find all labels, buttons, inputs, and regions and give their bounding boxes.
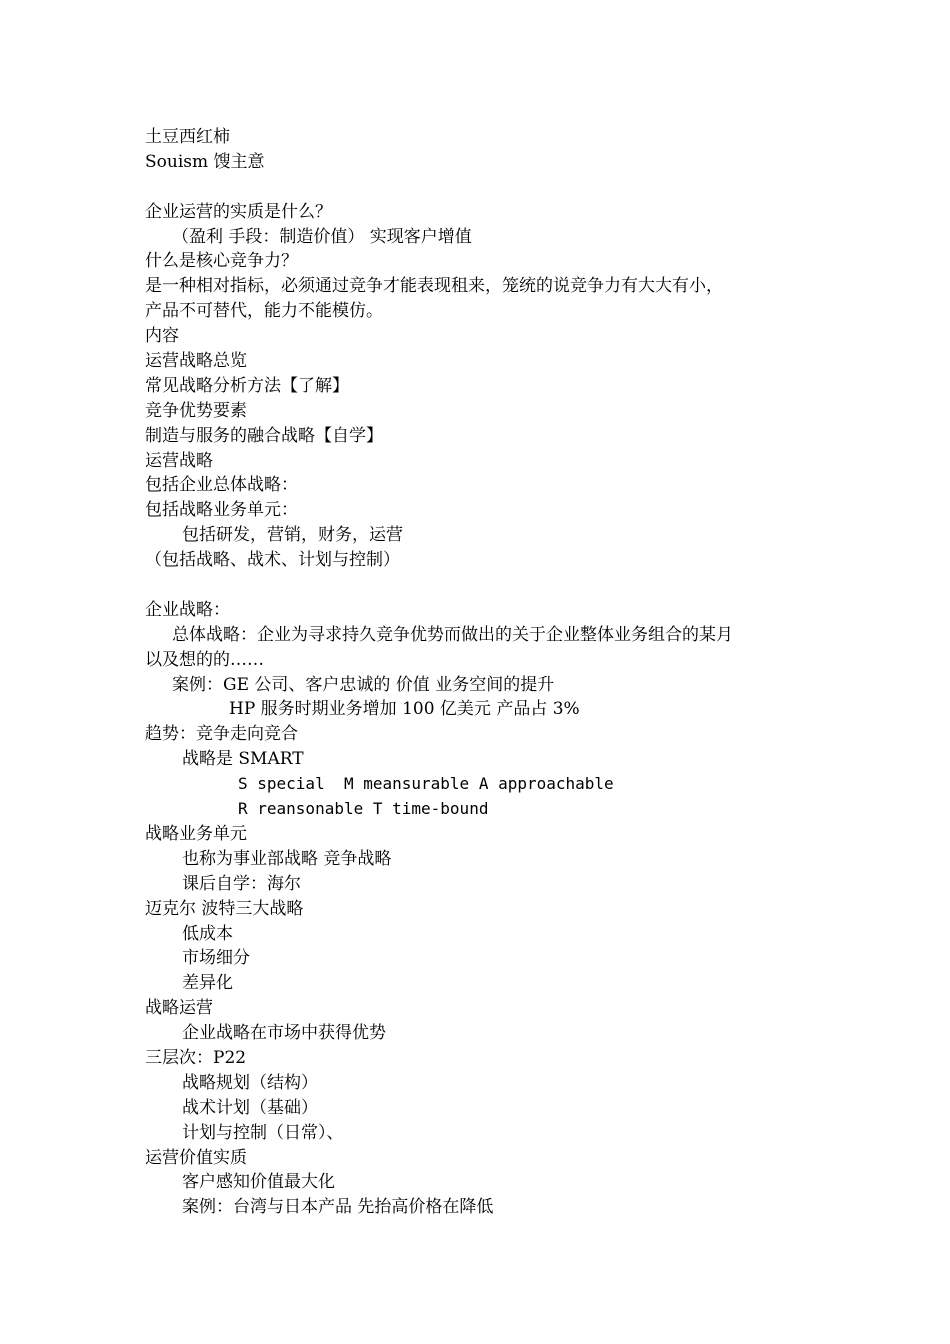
text-line-indented: 也称为事业部战略 竞争战略	[182, 848, 392, 869]
contents-item: 运营战略总览	[145, 351, 247, 372]
list-item: 市场细分	[182, 948, 250, 969]
section-heading: 战略运营	[145, 998, 213, 1019]
heading-question-essence: 企业运营的实质是什么？	[145, 201, 332, 222]
case-line-indented: HP 服务时期业务增加 100 亿美元 产品占 3%	[229, 699, 580, 720]
answer-essence: （盈利 手段：制造价值） 实现客户增值	[172, 226, 472, 247]
blank-line	[0, 175, 950, 200]
document-body	[0, 125, 950, 1220]
text-line: （包括战略、战术、计划与控制）	[145, 550, 400, 571]
text-line-indented: 总体战略：企业为寻求持久竞争优势而做出的关于企业整体业务组合的某月	[172, 624, 733, 645]
section-heading: 运营价值实质	[145, 1147, 247, 1168]
case-line: 案例：GE 公司、客户忠诚的 价值 业务空间的提升	[172, 674, 555, 695]
blank-line	[0, 573, 950, 598]
section-heading: 企业战略：	[145, 599, 230, 620]
section-heading: 迈克尔 波特三大战略	[145, 898, 304, 919]
contents-item: 制造与服务的融合战略【自学】	[145, 425, 383, 446]
text-line-indented: 企业战略在市场中获得优势	[182, 1023, 386, 1044]
case-line: 案例：台湾与日本产品 先抬高价格在降低	[182, 1197, 494, 1218]
section-heading-contents: 内容	[145, 326, 179, 347]
list-item: 战略规划（结构）	[182, 1072, 318, 1093]
text-line-indented: 包括研发，营销，财务，运营	[182, 525, 403, 546]
text-line: 趋势：竞争走向竞合	[145, 724, 298, 745]
list-item: 计划与控制（日常）、	[182, 1122, 344, 1143]
list-item: 战术计划（基础）	[182, 1097, 318, 1118]
text-line: 包括战略业务单元：	[145, 500, 298, 521]
smart-line: S special M meansurable A approachable	[238, 774, 614, 794]
contents-item: 常见战略分析方法【了解】	[145, 375, 349, 396]
paragraph-line: 是一种相对指标，必须通过竞争才能表现租来，笼统的说竞争力有大大有小，	[145, 276, 723, 297]
section-heading: 战略业务单元	[145, 823, 247, 844]
contents-item: 竞争优势要素	[145, 400, 247, 421]
text-line-indented: 客户感知价值最大化	[182, 1172, 335, 1193]
paragraph-line: 产品不可替代，能力不能模仿。	[145, 301, 383, 322]
doc-title: 土豆西红柿	[145, 127, 230, 147]
text-line-indented: 战略是 SMART	[182, 749, 304, 770]
text-line-indented: 课后自学：海尔	[182, 873, 301, 894]
text-line: 以及想的的……	[145, 649, 264, 670]
section-heading: 三层次：P22	[145, 1047, 247, 1068]
heading-question-core-competence: 什么是核心竞争力？	[145, 251, 298, 272]
list-item: 低成本	[182, 923, 233, 944]
section-heading: 运营战略	[145, 450, 213, 471]
list-item: 差异化	[182, 973, 233, 994]
doc-subtitle: Souism 馊主意	[145, 151, 265, 172]
smart-line: R reansonable T time-bound	[238, 799, 489, 819]
text-line: 包括企业总体战略：	[145, 475, 298, 496]
